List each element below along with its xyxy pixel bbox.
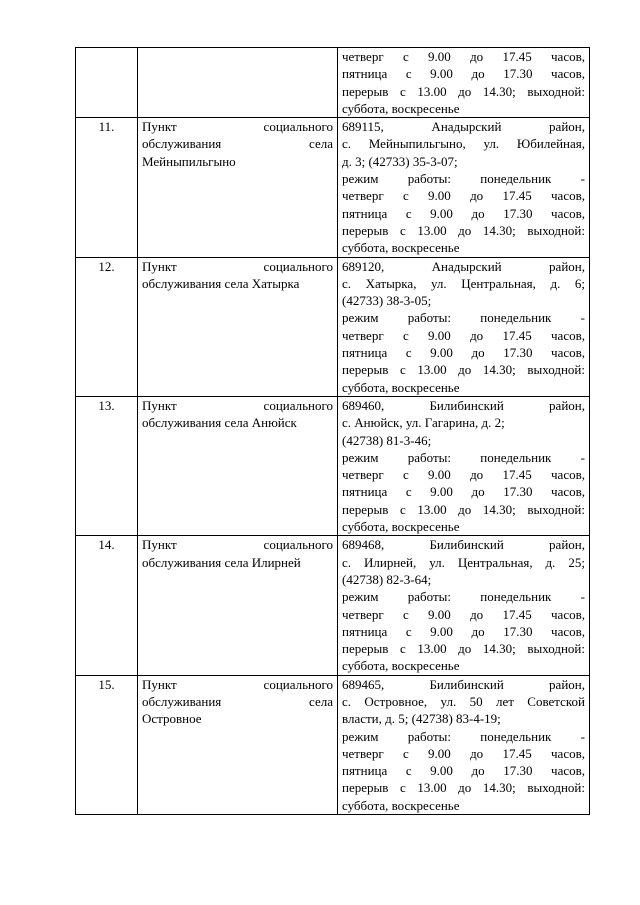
- address-schedule-line: 689465, Билибинский район,: [342, 676, 585, 692]
- address-schedule-line: 689120, Анадырский район,: [342, 258, 585, 274]
- address-schedule-line: четверг с 9.00 до 17.45 часов,: [342, 745, 585, 761]
- address-schedule-line: режим работы: понедельник -: [342, 449, 585, 465]
- address-schedule-line: суббота, воскресенье: [342, 379, 460, 395]
- service-point-name-line: обслуживания села Илирней: [142, 554, 301, 570]
- service-point-name-line: Пункт социального: [142, 676, 333, 692]
- address-schedule-line: перерыв с 13.00 до 14.30; выходной:: [342, 641, 585, 657]
- address-schedule-line: режим работы: понедельник -: [342, 589, 585, 605]
- row-number-cell: [76, 396, 138, 535]
- address-schedule-line: четверг с 9.00 до 17.45 часов,: [342, 467, 585, 483]
- address-schedule-line: с. Анюйск, ул. Гагарина, д. 2;: [342, 415, 505, 431]
- address-schedule-line: режим работы: понедельник -: [342, 171, 585, 187]
- address-schedule-line: 689468, Билибинский район,: [342, 537, 585, 553]
- service-point-name-line: Пункт социального: [142, 119, 333, 135]
- service-point-name-line: обслуживания села: [142, 136, 333, 152]
- table-row: [76, 118, 590, 257]
- address-schedule-cell: [338, 48, 590, 118]
- address-schedule-cell: [338, 396, 590, 535]
- service-point-name-line: обслуживания села Анюйск: [142, 415, 297, 431]
- service-point-name-line: Пункт социального: [142, 397, 333, 413]
- address-schedule-line: перерыв с 13.00 до 14.30; выходной:: [342, 83, 585, 99]
- service-point-name-line: Мейныпильгыно: [142, 153, 236, 169]
- address-schedule-line: суббота, воскресенье: [342, 519, 460, 535]
- address-schedule-line: четверг с 9.00 до 17.45 часов,: [342, 188, 585, 204]
- row-number: 11.: [98, 119, 115, 135]
- service-point-name-line: обслуживания села Хатырка: [142, 275, 300, 291]
- address-schedule-line: пятница с 9.00 до 17.30 часов,: [342, 345, 585, 361]
- address-schedule-line: с. Островное, ул. 50 лет Советской: [342, 693, 585, 709]
- address-schedule-cell: [338, 675, 590, 814]
- address-schedule-line: с. Илирней, ул. Центральная, д. 25;: [342, 554, 585, 570]
- row-number-cell: [76, 675, 138, 814]
- address-schedule-line: пятница с 9.00 до 17.30 часов,: [342, 205, 585, 221]
- row-number-cell: [76, 257, 138, 396]
- service-point-name-line: Пункт социального: [142, 537, 333, 553]
- address-schedule-cell: [338, 118, 590, 257]
- address-schedule-line: четверг с 9.00 до 17.45 часов,: [342, 49, 585, 64]
- address-schedule-line: с. Мейныпильгыно, ул. Юбилейная,: [342, 136, 585, 152]
- table-row: [76, 48, 590, 118]
- address-schedule-line: перерыв с 13.00 до 14.30; выходной:: [342, 362, 585, 378]
- address-schedule-line: 689115, Анадырский район,: [342, 119, 585, 135]
- address-schedule-cell: [338, 536, 590, 675]
- address-schedule-line: перерыв с 13.00 до 14.30; выходной:: [342, 222, 585, 238]
- row-number: 14.: [98, 537, 115, 553]
- table-body: [76, 48, 590, 815]
- address-schedule-line: д. 3; (42733) 35-3-07;: [342, 153, 458, 169]
- address-schedule-line: режим работы: понедельник -: [342, 310, 585, 326]
- address-schedule-line: с. Хатырка, ул. Центральная, д. 6;: [342, 275, 585, 291]
- table-row: [76, 396, 590, 535]
- row-number-cell: [76, 536, 138, 675]
- service-point-name-cell: [138, 257, 338, 396]
- address-schedule-line: пятница с 9.00 до 17.30 часов,: [342, 484, 585, 500]
- service-point-name-cell: [138, 118, 338, 257]
- row-number-cell: [76, 48, 138, 118]
- service-point-name-cell: [138, 536, 338, 675]
- address-schedule-line: пятница с 9.00 до 17.30 часов,: [342, 763, 585, 779]
- row-number: 12.: [98, 258, 115, 274]
- service-point-name-line: обслуживания села: [142, 693, 333, 709]
- address-schedule-line: 689460, Билибинский район,: [342, 397, 585, 413]
- address-schedule-line: (42733) 38-3-05;: [342, 293, 432, 309]
- row-number-cell: [76, 118, 138, 257]
- address-schedule-line: четверг с 9.00 до 17.45 часов,: [342, 327, 585, 343]
- address-schedule-line: суббота, воскресенье: [342, 797, 460, 813]
- service-point-name-cell: [138, 675, 338, 814]
- table-row: [76, 536, 590, 675]
- service-points-table: [75, 47, 590, 815]
- row-number: 13.: [98, 397, 115, 413]
- address-schedule-line: перерыв с 13.00 до 14.30; выходной:: [342, 780, 585, 796]
- address-schedule-line: суббота, воскресенье: [342, 240, 460, 256]
- address-schedule-line: пятница с 9.00 до 17.30 часов,: [342, 66, 585, 82]
- service-point-name-cell: [138, 48, 338, 118]
- address-schedule-line: режим работы: понедельник -: [342, 728, 585, 744]
- address-schedule-line: четверг с 9.00 до 17.45 часов,: [342, 606, 585, 622]
- address-schedule-line: (42738) 82-3-64;: [342, 571, 432, 587]
- service-point-name-line: Островное: [142, 711, 202, 727]
- service-point-name-cell: [138, 396, 338, 535]
- address-schedule-line: перерыв с 13.00 до 14.30; выходной:: [342, 501, 585, 517]
- address-schedule-line: (42738) 81-3-46;: [342, 432, 432, 448]
- address-schedule-line: власти, д. 5; (42738) 83-4-19;: [342, 711, 501, 727]
- address-schedule-line: пятница с 9.00 до 17.30 часов,: [342, 623, 585, 639]
- row-number: 15.: [98, 676, 115, 692]
- address-schedule-line: суббота, воскресенье: [342, 658, 460, 674]
- address-schedule-cell: [338, 257, 590, 396]
- address-schedule-line: суббота, воскресенье: [342, 100, 460, 116]
- service-point-name-line: Пункт социального: [142, 258, 333, 274]
- table-row: [76, 257, 590, 396]
- table-row: [76, 675, 590, 814]
